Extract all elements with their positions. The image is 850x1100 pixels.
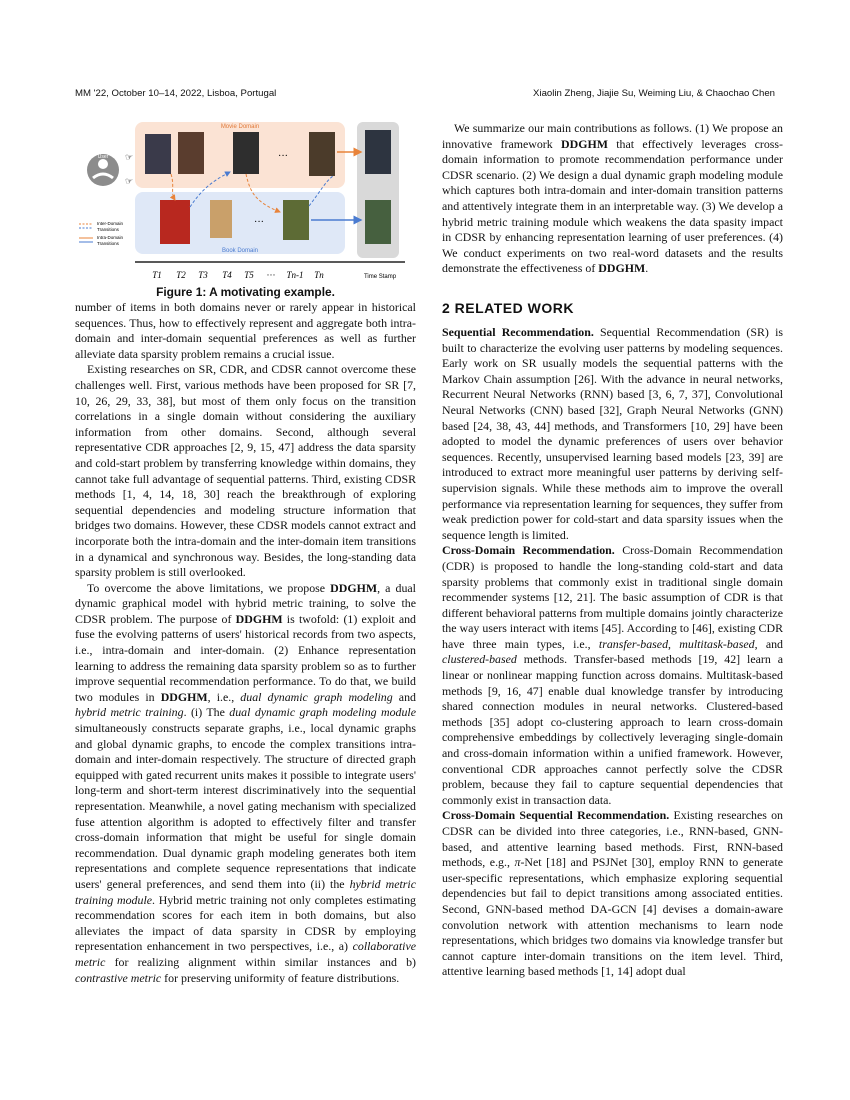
book-cover-3 xyxy=(283,200,309,240)
timeline-label: T4 xyxy=(222,270,232,280)
timeline-label: T3 xyxy=(198,270,208,280)
running-header-left: MM '22, October 10–14, 2022, Lisboa, Portugal xyxy=(75,88,277,99)
predicted-movie-poster xyxy=(365,130,391,174)
paragraph: number of items in both domains never or rarely appear in historical sequences. Thus, how to effectively represent and aggregate both intra-domain and inter-domain sequential preferences as well as further alleviate data sparsity problem remains a crucial issue. xyxy=(75,300,416,361)
contributions-paragraph: We summarize our main contributions as follows. (1) We propose an innovative framework DDGHM that effectively leverages cross-domain information to promote recommendation performance under CDSR scenario. (2) We design a dual dynamic graph modeling module which captures both intra-domain and inter-domain transition patterns and attentively integrate them in an interpretable way. (3) We develop a hybrid metric training module which weakens the data spasity impact in CDSR by enhancing representation learning of user preferences. (4) We conduct experiments on two real-word datasets and the results demonstrate the effectiveness of DDGHM. xyxy=(442,121,783,276)
book-cover-1 xyxy=(160,200,190,244)
book-cover-2 xyxy=(210,200,232,238)
timeline-label: T1 xyxy=(152,270,162,280)
legend-inter-transitions: Transitions xyxy=(97,227,119,232)
predicted-book-cover xyxy=(365,200,391,244)
movie-poster-1 xyxy=(145,134,171,174)
paragraph: Existing researches on SR, CDR, and CDSR cannot overcome these challenges well. First, various methods have been proposed for SR [7, 10, 26, 29, 33, 38], but most of them only focus on the transition correlations in a single domain without considering the auxiliary information from other domains. Second, although several representative CDR approaches [2, 9, 15, 47] address the data sparsity and cold-start problem by transferring knowledge within domains, they cannot take full advantage of sequential patterns. Third, existing CDSR methods [1, 4, 14, 18, 30] reach the breakthrough of exploring sequential dependencies and modeling structure information that bridges two domains. However, these CDSR models cannot extract and incorporate both the intra-domain and the inter-domain item transitions in a dynamical and synchronous way. Besides, the long-standing data sparsity problem is still overlooked. xyxy=(75,362,416,580)
timeline-label: T5 xyxy=(244,270,254,280)
timeline-labels xyxy=(152,270,324,280)
user-label: User xyxy=(97,154,109,160)
section-heading-related-work: 2 RELATED WORK xyxy=(442,300,574,316)
left-column xyxy=(75,300,416,986)
running-header-right: Xiaolin Zheng, Jiajie Su, Weiming Liu, & Chaochao Chen xyxy=(533,88,775,99)
timeline-label: Tn-1 xyxy=(286,270,304,280)
book-domain-label: Book Domain xyxy=(221,248,259,254)
right-column-top xyxy=(442,121,783,277)
movie-poster-4 xyxy=(309,132,335,176)
legend-intra-transitions: Transitions xyxy=(97,241,119,246)
legend-inter-domain: Inter-Domain xyxy=(97,221,124,226)
motivating-example-diagram xyxy=(75,112,416,287)
figure-caption: Figure 1: A motivating example. xyxy=(156,285,335,299)
movie-poster-3 xyxy=(233,132,259,174)
sr-paragraph: Sequential Recommendation. Sequential Recommendation (SR) is built to characterize the evolving user patterns by modeling sequences. Early work on SR usually models the sequential patterns with the Markov Chain assumption [26]. With the advance in neural networks, Recurrent Neural Networks (RNN) based [3, 6, 7, 37], Convolutional Neural Networks (CNN) based [32], Graph Neural Networks (GNN) based [24, 38, 43, 44] methods, and Transformers [10, 29] have been adopted to model the dynamic preferences of users over behavior sequences. Recently, unsupervised learning based models [23, 39] are introduced to extract more meaningful user patterns by deriving self-supervision signals. While these methods aim to improve the overall performance via representation learning for sequences, they suffer from weak prediction power for cold-start and data sparsity issues when the sequence length is limited. xyxy=(442,325,783,542)
timeline-label: Tn xyxy=(314,270,324,280)
legend-intra-domain: Intra-Domain xyxy=(97,235,124,240)
timeline-label: T2 xyxy=(176,270,186,280)
paragraph-overcome: To overcome the above limitations, we propose DDGHM, a dual dynamic graphical model with hybrid metric training, to solve the CDSR problem. The purpose of DDGHM is twofold: (1) exploit and fuse the evolving patterns of users' historical records from two aspects, i.e., intra-domain and inter-domain. (2) Enhance representation learning to address the remaining data sparsity problem so as to further improve sequential recommendation performance. To do that, we build two modules in DDGHM, i.e., dual dynamic graph modeling and hybrid metric training. (i) The dual dynamic graph modeling module simultaneously constructs separate graphs, i.e., local dynamic graphs and global dynamic graphs, to encode the complex transitions intra-domain and inter-domain respectively. The structure of directed graph equipped with gated recurrent units makes it possible to integrate users' long-term and short-term interest discriminatively into the sequential representation. Meanwhile, a novel gating mechanism with specialized fuse attention algorithm is adopted to effectively filter and transfer cross-domain information that might be useful for single domain recommendation. Dual dynamic graph modeling generates both item representations and complete sequence representations that indicate users' general preferences, and send them into (ii) the hybrid metric training module. Hybrid metric training not only completes estimating recommendation scores for each item in both domains, but also alleviates the impact of data sparsity in CDSR by employing representation enhancement in two perspectives, i.e., a) collaborative metric for realizing alignment within similar instances and b) contrastive metric for preserving uniformity of feature distributions. xyxy=(75,580,417,985)
movie-domain-label: Movie Domain xyxy=(220,124,260,130)
movie-poster-2 xyxy=(178,132,204,174)
cdsr-paragraph: Cross-Domain Sequential Recommendation. Existing researches on CDSR can be divided into three categories, i.e., RNN-based, GNN-based, and attentive learning based methods. First, RNN-based methods, e.g., π-Net [18] and PSJNet [30], employ RNN to generate user-specific representations, which emphasize exploring sequential dependencies but fail to depict transitions among associated entities. Second, GNN-based method DA-GCN [4] devises a domain-aware convolution network with attention mechanisms to learn node representations, which bridges two domains via knowledge transfer but cannot capture inter-domain transitions on the item level. Third, attentive learning based methods [1, 14] adopt dual xyxy=(442,808,783,979)
book-interaction-icon: ☞ xyxy=(125,176,134,186)
right-column-related-work xyxy=(442,325,783,980)
book-ellipsis: ··· xyxy=(254,217,264,228)
timeline-label: ··· xyxy=(266,270,276,280)
movie-ellipsis: ··· xyxy=(278,151,288,162)
time-stamp-label: Time Stamp xyxy=(363,274,397,280)
cdr-paragraph: Cross-Domain Recommendation. Cross-Domain Recommendation (CDR) is proposed to handle the long-standing cold-start and data sparsity problems that commonly exist in traditional single domain recommender systems [12, 21]. The basic assumption of CDR is that different behavioral patterns from multiple domains jointly characterize the way users interact with items [45]. According to [46], existing CDR have three main types, i.e., transfer-based, multitask-based, and clustered-based methods. Transfer-based methods [19, 42] learn a linear or nonlinear mapping function across domains. Multitask-based methods [9, 16, 47] enable dual knowledge transfer by introducing shared connection modules in neural networks. Clustered-based methods [35] adopt co-clustering approach to learn cross-domain comprehensive embeddings by collectively leveraging single-domain and cross-domain information within a unified framework. However, conventional CDR approaches cannot perfectly solve the CDSR problem, because they fail to capture sequential dependencies that commonly exist in transaction data. xyxy=(442,543,784,807)
movie-interaction-icon: ☞ xyxy=(125,152,134,162)
figure-1 xyxy=(75,112,416,302)
